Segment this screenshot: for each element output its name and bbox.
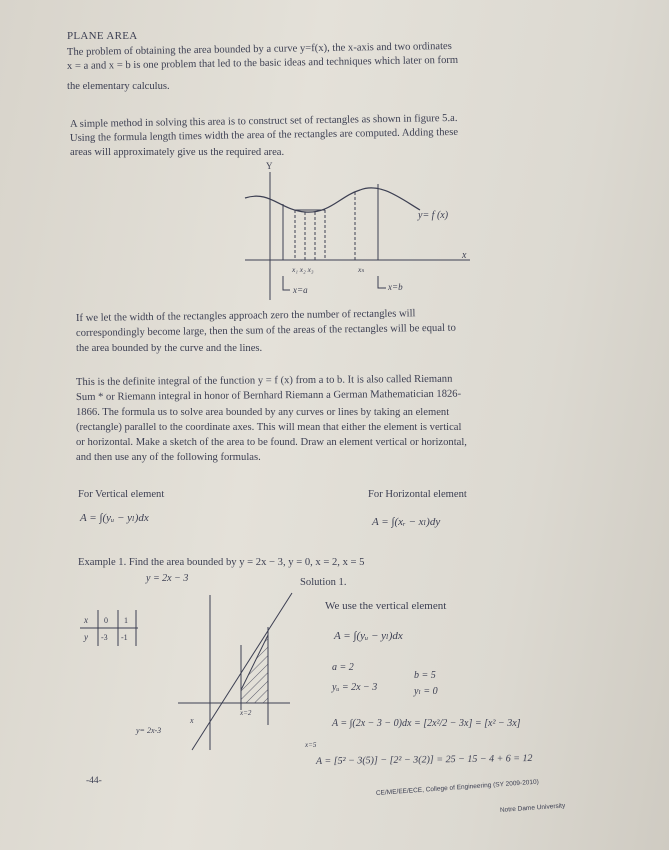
solution-integral: A = ∫(2x − 3 − 0)dx = [2x²/2 − 3x] = [x² − 3x]: [332, 718, 521, 729]
solution-title: Solution 1.: [300, 577, 347, 588]
definite-line: or horizontal. Make a sketch of the area to be found. Draw an element vertical or horizontal,: [76, 437, 467, 448]
table-cell: -3: [101, 633, 108, 642]
table-cell: 0: [104, 616, 108, 625]
definite-line: and then use any of the following formulas.: [76, 452, 261, 463]
solution-b: b = 5: [414, 670, 436, 681]
method-line: Using the formula length times width the area of the rectangles are computed. Adding these: [69, 126, 459, 144]
xn-label: xₙ: [358, 265, 365, 274]
definite-line: 1866. The formula us to solve area bounded by any curves or lines by taking an element: [76, 407, 450, 418]
footer-dept: CE/ME/EE/ECE, College of Engineering (SY 2009-2010): [375, 778, 540, 797]
y-axis-label: Y: [266, 161, 273, 171]
example-problem: Example 1. Find the area bounded by y = 2x − 3, y = 0, x = 2, x = 5: [78, 557, 365, 568]
table-cell: y: [84, 632, 88, 642]
vertical-formula: A = ∫(yᵤ − yₗ)dx: [80, 512, 149, 524]
example-graph: [160, 585, 317, 755]
solution-a: a = 2: [332, 662, 354, 673]
curve-label: y= f (x): [418, 210, 449, 221]
definite-line: (rectangle) parallel to the coordinate axes. This will mean that either the element is vertical: [76, 422, 462, 433]
intro-line: x = a and x = b is one problem that led to the basic ideas and techniques which later on form: [66, 54, 459, 72]
intro-line: the elementary calculus.: [67, 81, 170, 92]
limit-line: If we let the width of the rectangles approach zero the number of rectangles will: [75, 308, 416, 324]
solution-line: We use the vertical element: [325, 600, 447, 612]
graph-x5-label: x=5: [305, 741, 317, 749]
definite-line: Sum * or Riemann integral in honor of Bernhard Riemann a German Mathematician 1826-: [75, 388, 462, 403]
x-points-label: x₁ x₂ x₃: [292, 265, 314, 274]
page-number: -44-: [86, 776, 102, 786]
x-axis-label: x: [462, 250, 467, 261]
definite-line: This is the definite integral of the function y = f (x) from a to b. It is also called Riemann: [75, 373, 453, 388]
graph-x2-label: x=2: [240, 709, 252, 717]
method-line: areas will approximately give us the required area.: [70, 147, 285, 158]
footer-school: Notre Dame University: [499, 802, 566, 814]
intro-line: The problem of obtaining the area bounded by a curve y=f(x), the x-axis and two ordinates: [66, 40, 452, 58]
figure-rectangles: [200, 160, 490, 305]
horizontal-element-title: For Horizontal element: [368, 489, 467, 500]
graph-x-label: x: [190, 716, 194, 725]
graph-line-label: y= 2x-3: [136, 726, 162, 735]
limit-line: the area bounded by the curve and the lines.: [76, 343, 263, 354]
solution-yl: yₗ = 0: [414, 686, 438, 697]
solution-yu: yᵤ = 2x − 3: [332, 682, 378, 693]
values-table: [80, 610, 140, 650]
example-function: y = 2x − 3: [146, 573, 189, 584]
solution-result: A = [5² − 3(5)] − [2² − 3(2)] = 25 − 15 − 4 + 6 = 12: [315, 752, 533, 767]
limit-line: correspondingly become large, then the sum of the areas of the rectangles will be equal to: [75, 322, 456, 339]
table-cell: x: [84, 615, 88, 625]
method-line: A simple method in solving this area is to construct set of rectangles as shown in figure 5.a.: [69, 112, 458, 130]
table-cell: -1: [121, 633, 128, 642]
horizontal-formula: A = ∫(xᵣ − xₗ)dy: [372, 516, 441, 528]
vertical-element-title: For Vertical element: [78, 489, 165, 500]
x-equals-b-label: x=b: [388, 282, 403, 292]
x-equals-a-label: x=a: [293, 285, 308, 295]
table-cell: 1: [124, 616, 128, 625]
solution-formula: A = ∫(yᵤ − yₗ)dx: [334, 630, 403, 642]
page-title: PLANE AREA: [67, 30, 138, 42]
